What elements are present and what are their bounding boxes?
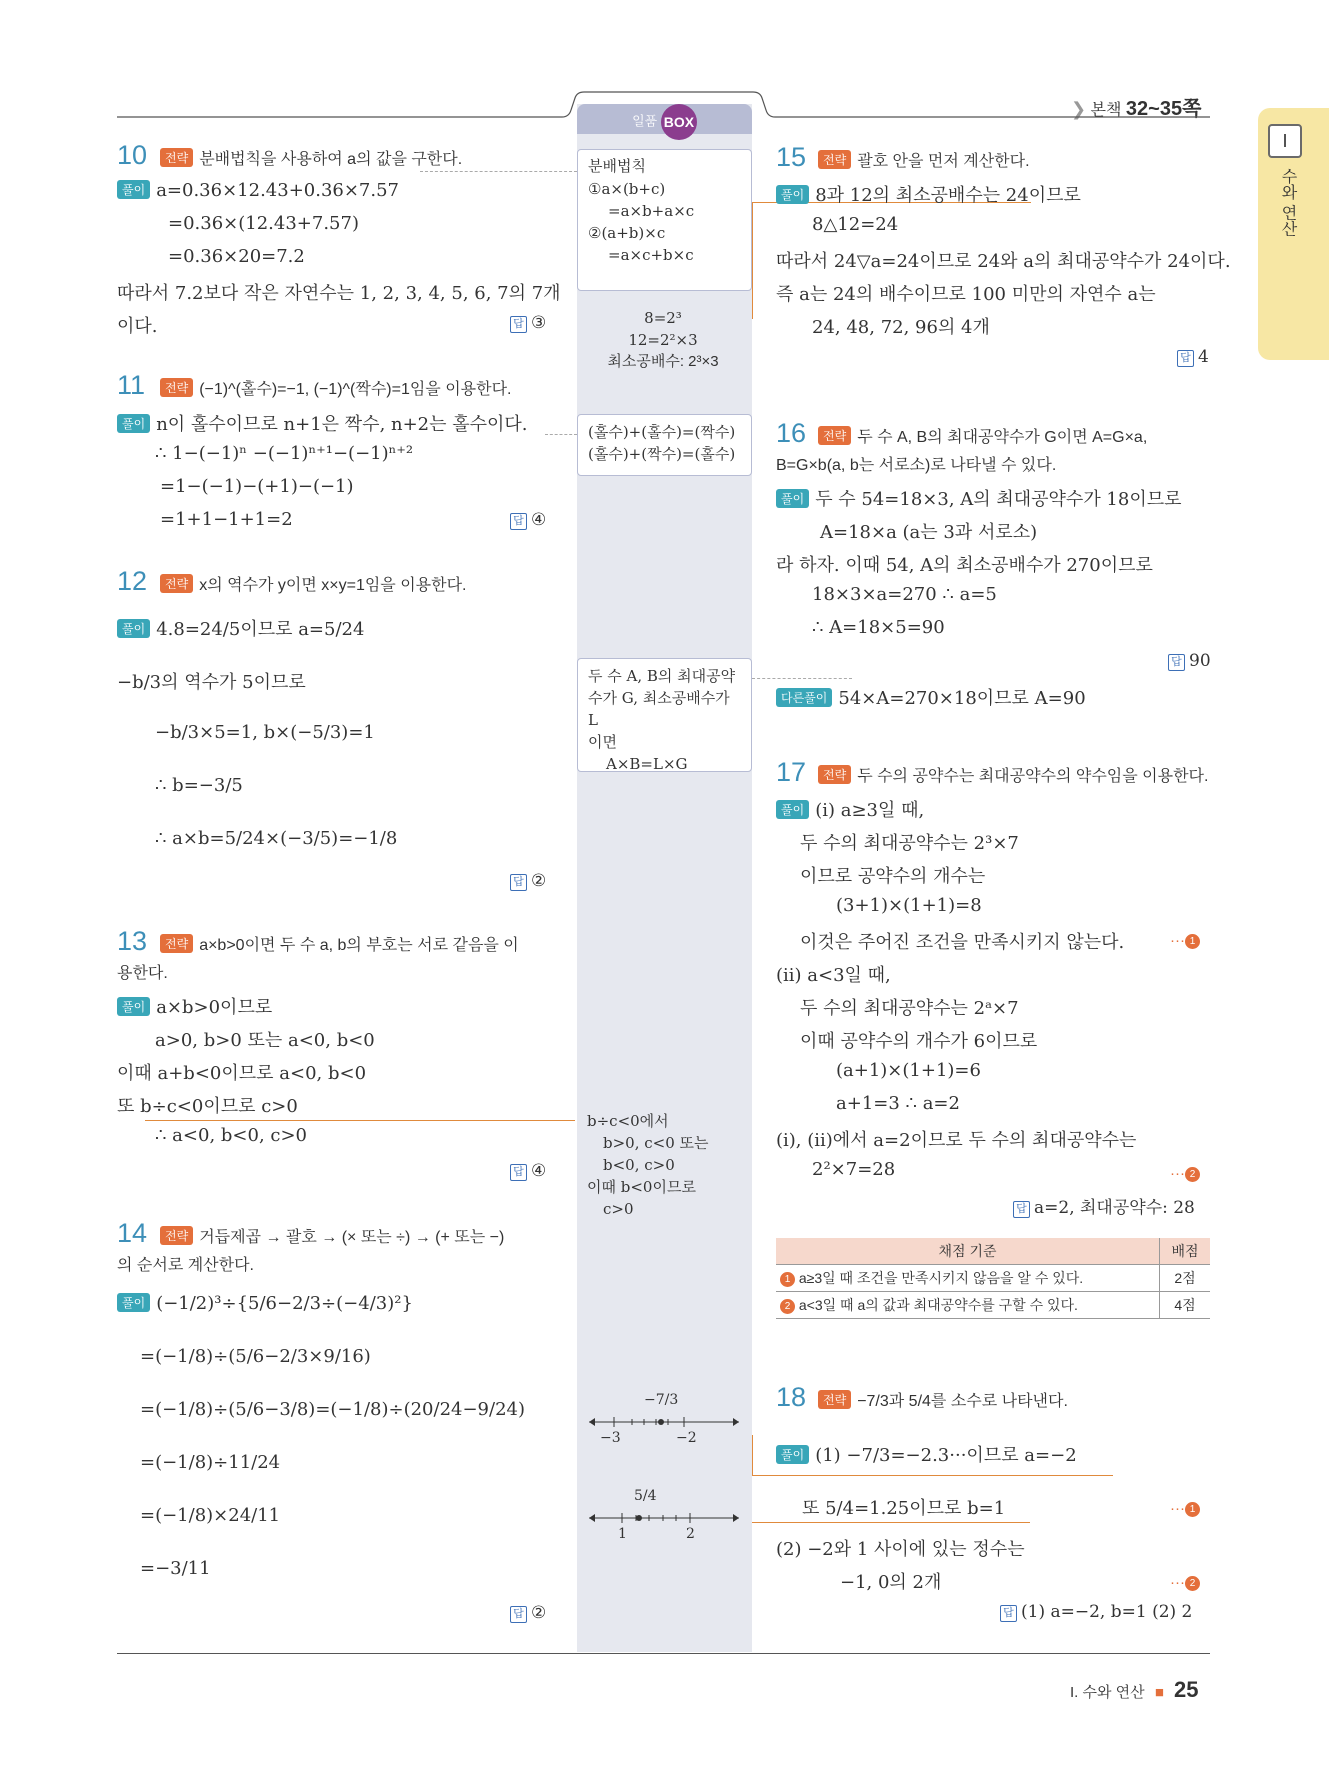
solution-line: 풀이 n이 홀수이므로 n+1은 짝수, n+2는 홀수이다.	[117, 410, 528, 436]
connector	[752, 1522, 1030, 1523]
grading-points-header: 배점	[1160, 1238, 1211, 1265]
strategy-10: 전략 분배법칙을 사용하여 a의 값을 구한다.	[160, 146, 462, 169]
solution-line: 즉 a는 24의 배수이므로 100 미만의 자연수 a는	[776, 284, 1156, 305]
chevron-right-icon: ❯	[1071, 99, 1087, 119]
solution-line: =1+1−1+1=2	[160, 509, 293, 530]
solution-line: ∴ a×b=5/24×(−3/5)=−1/8	[155, 828, 398, 849]
solution-line: 2²×7=28	[812, 1159, 896, 1180]
solution-line: 이것은 주어진 조건을 만족시키지 않는다.	[800, 932, 1125, 953]
box-header: 일품 BOX	[577, 104, 752, 134]
solution-line: (i), (ii)에서 a=2이므로 두 수의 최대공약수는	[776, 1130, 1137, 1151]
problem-number-15: 15	[776, 142, 807, 172]
problem-number-18: 18	[776, 1382, 807, 1412]
footer-rule	[117, 1653, 1210, 1654]
solution-line: =0.36×(12.43+7.57)	[168, 213, 359, 234]
solution-line: 18×3×a=270 ∴ a=5	[812, 584, 997, 605]
solution-line: ∴ b=−3/5	[155, 775, 243, 796]
answer-17: 답 a=2, 최대공약수: 28	[1013, 1193, 1195, 1218]
grading-header: 채점 기준	[776, 1238, 1160, 1265]
step-marker-1: ··· 1	[1170, 1498, 1200, 1518]
solution-line: =(−1/8)÷11/24	[140, 1452, 281, 1473]
step-marker-2: ··· 2	[1170, 1572, 1200, 1592]
strategy-13-cont: 용한다.	[117, 965, 168, 982]
answer-icon: 답	[510, 874, 527, 891]
number-line-2: 5/4 1 2	[584, 1488, 744, 1548]
solution-line: 풀이 a×b>0이므로	[117, 993, 272, 1019]
solution-line: a+1=3 ∴ a=2	[836, 1093, 960, 1114]
answer-icon: 답	[510, 1164, 527, 1181]
answer-18: 답 (1) a=−2, b=1 (2) 2	[1000, 1602, 1192, 1622]
solution-line: 또 b÷c<0이므로 c>0	[117, 1096, 298, 1117]
connector	[145, 1120, 575, 1121]
sidebar-box-parity: (홀수)+(홀수)=(짝수) (홀수)+(짝수)=(홀수)	[577, 414, 752, 476]
solution-line: =−3/11	[140, 1558, 211, 1579]
solution-line: ∴ A=18×5=90	[812, 617, 945, 638]
answer-icon: 답	[1000, 1605, 1017, 1622]
number-line-1-axis	[584, 1412, 744, 1432]
solution-line: =0.36×20=7.2	[168, 246, 305, 267]
solution-line: =1−(−1)−(+1)−(−1)	[160, 476, 354, 497]
solution-line: (3+1)×(1+1)=8	[836, 895, 982, 916]
problem-number-10: 10	[117, 140, 148, 170]
connector	[752, 678, 852, 679]
strategy-18: 전략 −7/3과 5/4를 소수로 나타낸다.	[818, 1388, 1068, 1411]
connector	[420, 171, 577, 172]
box-badge: BOX	[661, 104, 697, 140]
solution-line: 이므로 공약수의 개수는	[800, 866, 986, 887]
square-bullet-icon: ■	[1154, 1684, 1164, 1701]
sidebar-box-distributive: 분배법칙 ①a×(b+c) =a×b+a×c ②(a+b)×c =a×c+b×c	[577, 149, 752, 291]
solution-line: =(−1/8)÷(5/6−3/8)=(−1/8)÷(20/24−9/24)	[140, 1399, 526, 1420]
answer-12: 답 ②	[510, 871, 546, 891]
answer-11: 답 ④	[510, 510, 546, 530]
grading-table	[776, 1238, 1210, 1319]
strategy-16-cont: B=G×b(a, b는 서로소)로 나타낼 수 있다.	[776, 457, 1057, 474]
strategy-15: 전략 괄호 안을 먼저 계산한다.	[818, 148, 1030, 171]
solution-line: 풀이 (1) −7/3=−2.3···이므로 a=−2	[776, 1441, 1077, 1467]
answer-13: 답 ④	[510, 1161, 546, 1181]
solution-line: a>0, b>0 또는 a<0, b<0	[155, 1030, 375, 1051]
answer-16: 답 90	[1168, 651, 1211, 671]
footer-section: I. 수와 연산 ■ 25	[1070, 1677, 1199, 1702]
solution-line: 풀이 4.8=24/5이므로 a=5/24	[117, 615, 364, 641]
answer-icon: 답	[1168, 654, 1185, 671]
solution-line: A=18×a (a는 3과 서로소)	[820, 522, 1038, 543]
solution-line: 풀이 8과 12의 최소공배수는 24이므로	[776, 181, 1081, 207]
table-row: 2 a<3일 때 a의 값과 최대공약수를 구할 수 있다. 4점	[776, 1292, 1210, 1319]
solution-line: 이때 공약수의 개수가 6이므로	[800, 1031, 1038, 1052]
answer-icon: 답	[510, 316, 527, 333]
sidebar-note-lcm: 8=2³ 12=2²×3 최소공배수: 2³×3	[607, 309, 719, 370]
answer-icon: 답	[1177, 350, 1194, 367]
step-marker-2: ··· 2	[1170, 1163, 1200, 1183]
table-row: 1 a≥3일 때 조건을 만족시키지 않음을 알 수 있다. 2점	[776, 1265, 1210, 1292]
solution-line: 또 5/4=1.25이므로 b=1	[802, 1498, 1006, 1519]
strategy-14-cont: 의 순서로 계산한다.	[117, 1257, 254, 1274]
solution-line: 두 수의 최대공약수는 2³×7	[800, 833, 1019, 854]
page-number: 25	[1174, 1677, 1199, 1702]
problem-number-13: 13	[117, 926, 148, 956]
strategy-12: 전략 x의 역수가 y이면 x×y=1임을 이용한다.	[160, 572, 466, 595]
solution-line: ∴ a<0, b<0, c>0	[155, 1125, 307, 1146]
solution-line: 이다.	[117, 316, 158, 337]
strategy-16: 전략 두 수 A, B의 최대공약수가 G이면 A=G×a,	[818, 424, 1147, 447]
chapter-title: 수와 연산	[1279, 168, 1296, 237]
solution-line: 두 수의 최대공약수는 2ᵃ×7	[800, 998, 1019, 1019]
problem-number-12: 12	[117, 566, 148, 596]
sidebar-box-gcd-lcm: 두 수 A, B의 최대공약 수가 G, 최소공배수가 L 이면 A×B=L×G	[577, 658, 752, 772]
solution-line: 따라서 24▽a=24이므로 24와 a의 최대공약수가 24이다.	[776, 251, 1231, 272]
solution-line: 8△12=24	[812, 214, 899, 235]
answer-15: 답 4	[1177, 347, 1209, 367]
number-line-1: −7/3 −3 −2	[584, 1392, 744, 1452]
solution-line: ∴ 1−(−1)ⁿ −(−1)ⁿ⁺¹−(−1)ⁿ⁺²	[155, 443, 414, 464]
answer-14: 답 ②	[510, 1603, 546, 1623]
solution-line: −b/3×5=1, b×(−5/3)=1	[155, 722, 375, 743]
answer-icon: 답	[510, 1606, 527, 1623]
answer-icon: 답	[1013, 1201, 1030, 1218]
solution-line: =(−1/8)×24/11	[140, 1505, 281, 1526]
solution-line: 풀이 (i) a≥3일 때,	[776, 796, 924, 822]
solution-line: 풀이 두 수 54=18×3, A의 최대공약수가 18이므로	[776, 485, 1182, 511]
answer-10: 답 ③	[510, 313, 546, 333]
solution-line: −b/3의 역수가 5이므로	[117, 672, 306, 693]
problem-number-16: 16	[776, 418, 807, 448]
solution-line: (a+1)×(1+1)=6	[836, 1060, 981, 1081]
problem-number-17: 17	[776, 757, 807, 787]
solution-line: −1, 0의 2개	[840, 1572, 942, 1593]
solution-line: 이때 a+b<0이므로 a<0, b<0	[117, 1063, 367, 1084]
alt-solution: 다른풀이 54×A=270×18이므로 A=90	[776, 684, 1086, 710]
number-line-2-axis	[584, 1508, 744, 1528]
solution-line: =(−1/8)÷(5/6−2/3×9/16)	[140, 1346, 371, 1367]
strategy-13: 전략 a×b>0이면 두 수 a, b의 부호는 서로 같음을 이	[160, 932, 519, 955]
step-marker-1: ··· 1	[1170, 930, 1200, 950]
page-ref: ❯ 본책 32~35쪽	[1071, 98, 1202, 120]
chapter-numeral: I	[1268, 124, 1302, 158]
strategy-11: 전략 (−1)^(홀수)=−1, (−1)^(짝수)=1임을 이용한다.	[160, 376, 511, 399]
solution-line: 따라서 7.2보다 작은 자연수는 1, 2, 3, 4, 5, 6, 7의 7개	[117, 283, 561, 304]
strategy-14: 전략 거듭제곱 → 괄호 → (× 또는 ÷) → (+ 또는 −)	[160, 1224, 504, 1247]
solution-line: 라 하자. 이때 54, A의 최소공배수가 270이므로	[776, 555, 1153, 576]
side-tab	[1258, 108, 1329, 360]
sidebar-note-sign: b÷c<0에서 b>0, c<0 또는 b<0, c>0 이때 b<0이므로 c>0	[587, 1112, 709, 1218]
solution-line: 풀이 (−1/2)³÷{5/6−2/3÷(−4/3)²}	[117, 1293, 413, 1314]
strategy-17: 전략 두 수의 공약수는 최대공약수의 약수임을 이용한다.	[818, 763, 1208, 786]
solution-line: 풀이 a=0.36×12.43+0.36×7.57	[117, 180, 399, 201]
solution-line: (ii) a<3일 때,	[776, 965, 891, 986]
problem-number-14: 14	[117, 1218, 148, 1248]
solution-line: 24, 48, 72, 96의 4개	[812, 317, 990, 338]
connector	[545, 434, 577, 435]
problem-number-11: 11	[117, 370, 146, 400]
solution-line: (2) −2와 1 사이에 있는 정수는	[776, 1539, 1025, 1560]
answer-icon: 답	[510, 513, 527, 530]
